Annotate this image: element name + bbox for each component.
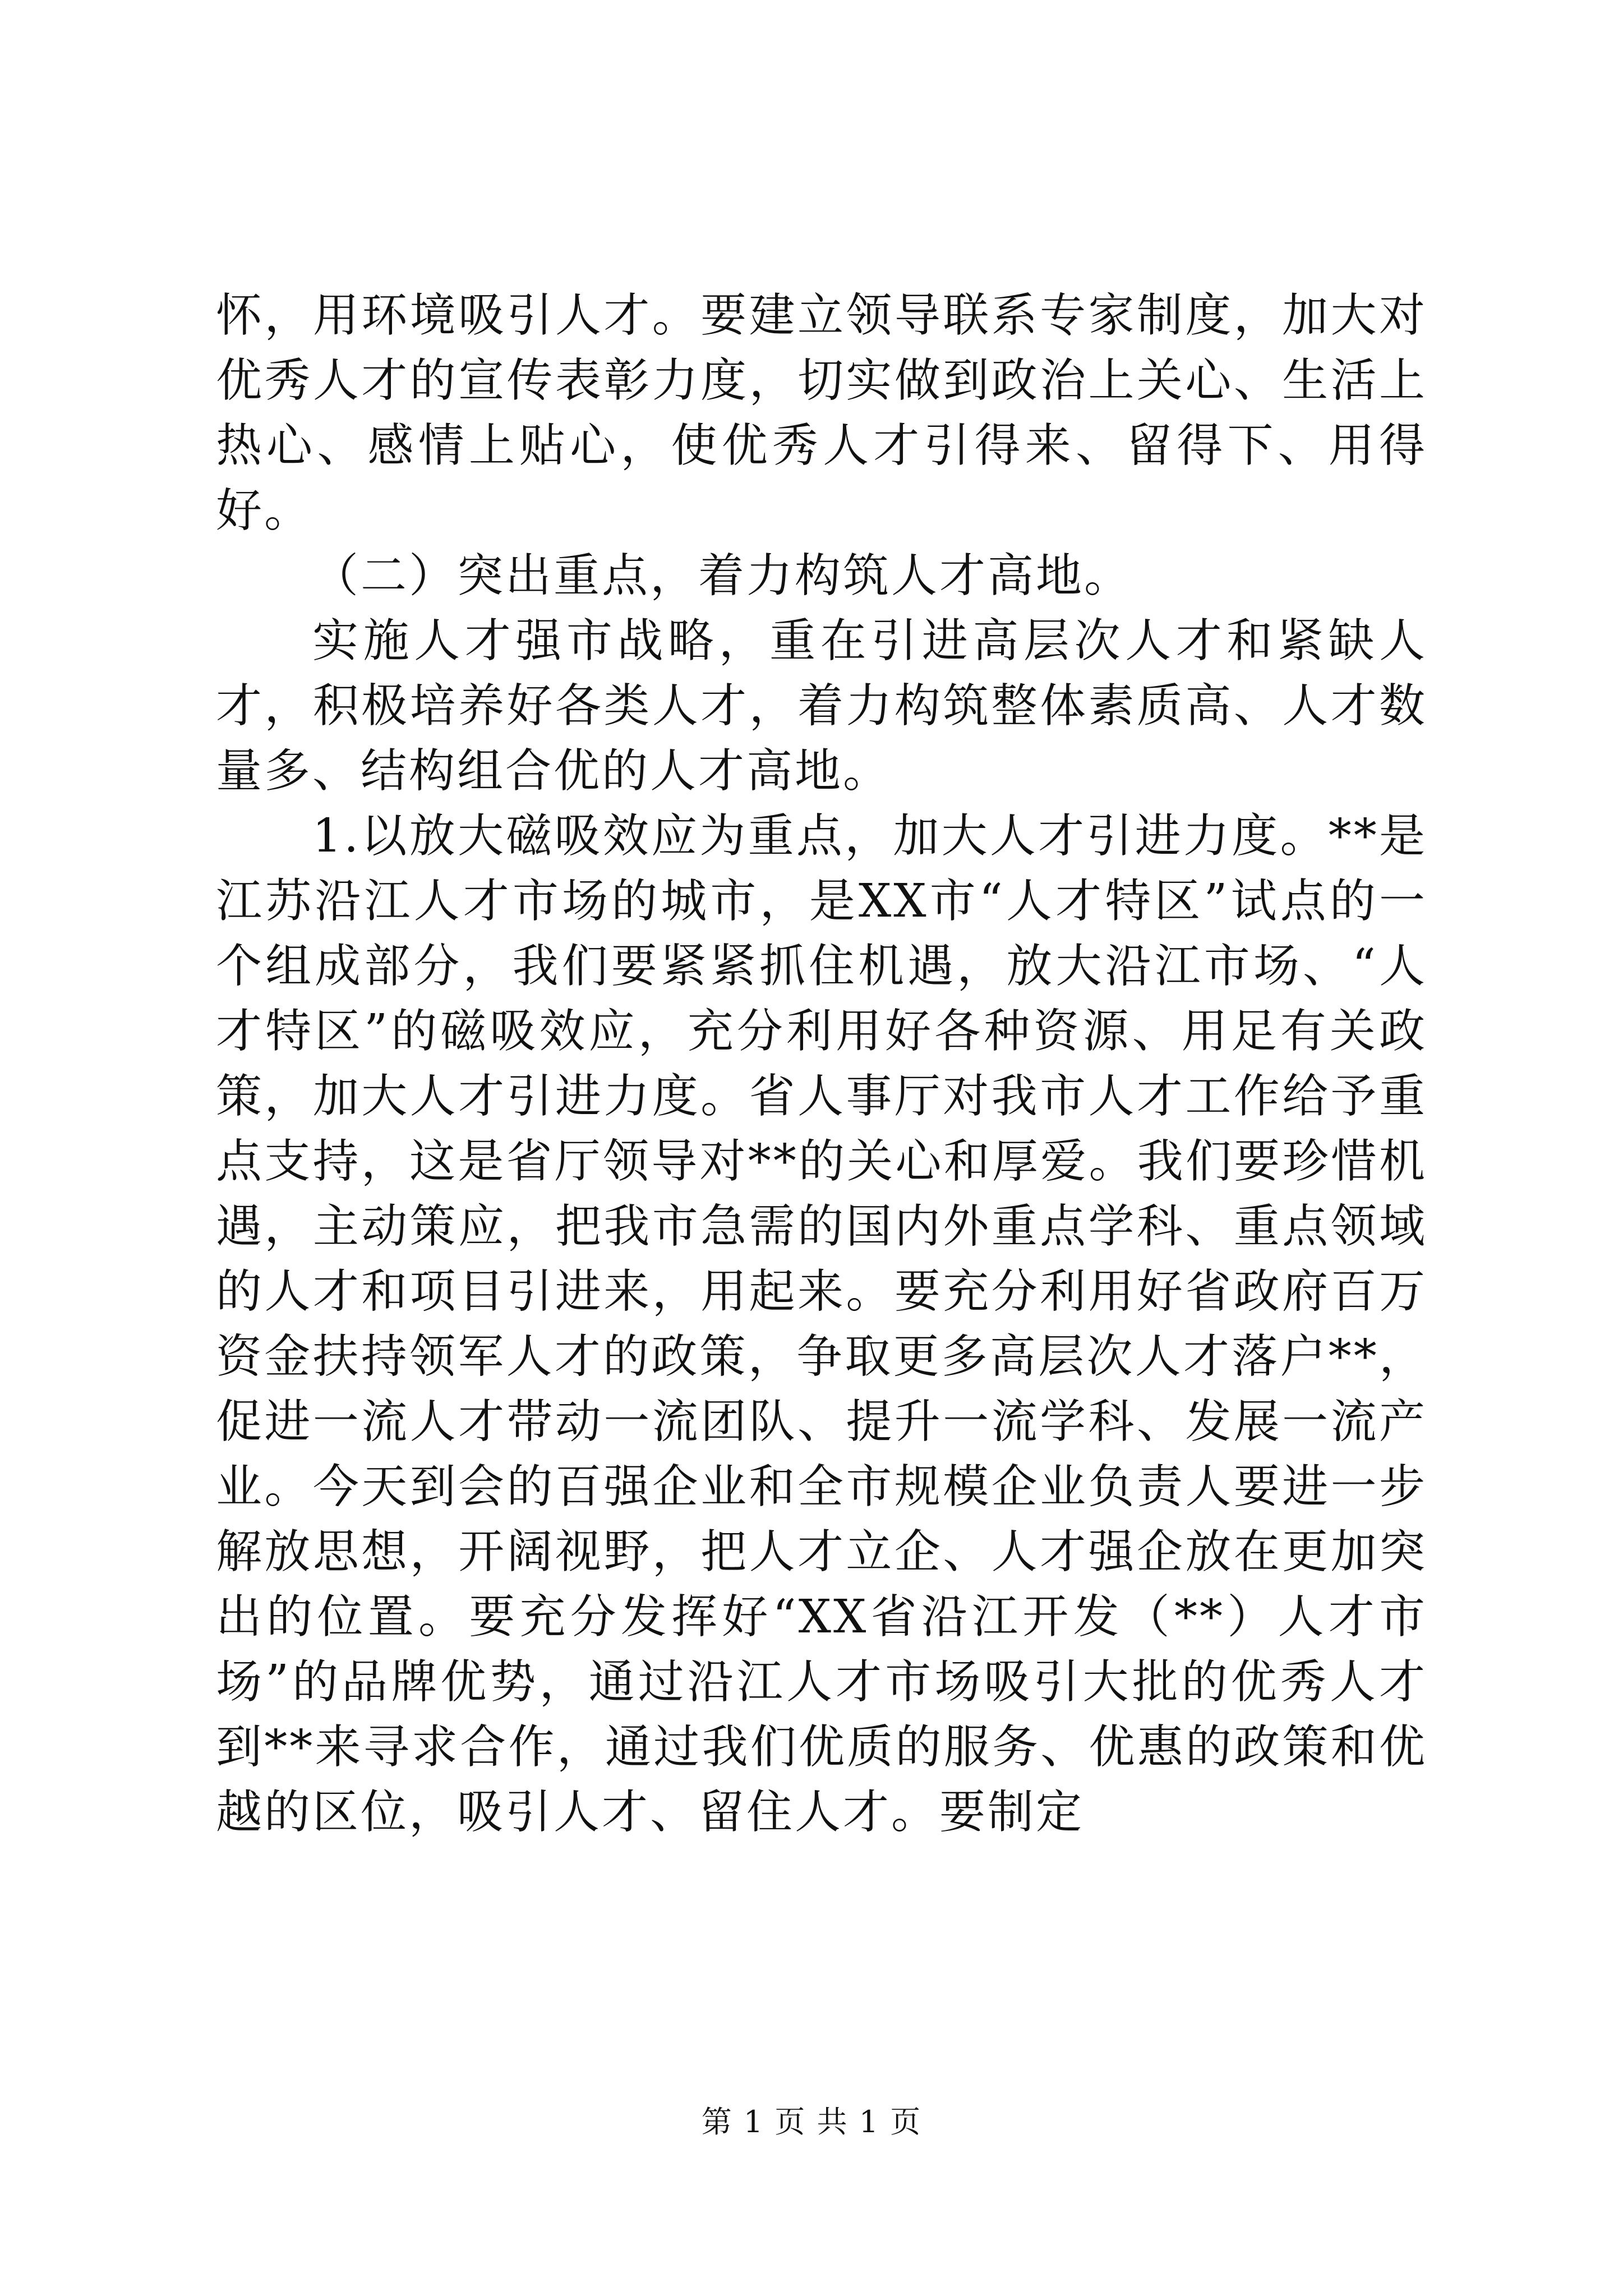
paragraph-2: 实施人才强市战略，重在引进高层次人才和紧缺人才，积极培养好各类人才，着力构筑整体素质高、人才数量多、结构组合优的人才高地。 (216, 614, 1427, 798)
section-heading: （二）突出重点，着力构筑人才高地。 (312, 549, 1133, 602)
paragraph-3: 1.以放大磁吸效应为重点，加大人才引进力度。**是江苏沿江人才市场的城市，是XX市“人才特区”试点的一个组成部分，我们要紧紧抓住机遇，放大沿江市场、“人才特区”的磁吸效应，充分利用好各种资源、用足有关政策，加大人才引进力度。省人事厅对我市人才工作给予重点支持，这是省厅领导对**的关心和厚爱。我们要珍惜机遇，主动策应，把我市急需的国内外重点学科、重点领域的人才和项目引进来，用起来。要充分利用好省政府百万资金扶持领军人才的政策，争取更多高层次人才落户**，促进一流人才带动一流团队、提升一流学科、发展一流产业。今天到会的百强企业和全市规模企业负责人要进一步解放思想，开阔视野，把人才立企、人才强企放在更加突出的位置。要充分发挥好“XX省沿江开发（**）人才市场”的品牌优势，通过沿江人才市场吸引大批的优秀人才到**来寻求合作，通过我们优质的服务、优惠的政策和优越的区位，吸引人才、留住人才。要制定 (216, 809, 1427, 1839)
document-body (216, 283, 1427, 1845)
paragraph-1: 怀，用环境吸引人才。要建立领导联系专家制度，加大对优秀人才的宣传表彰力度，切实做到政治上关心、生活上热心、感情上贴心，使优秀人才引得来、留得下、用得好。 (216, 289, 1427, 537)
page-footer: 第 1 页 共 1 页 (701, 2104, 922, 2139)
